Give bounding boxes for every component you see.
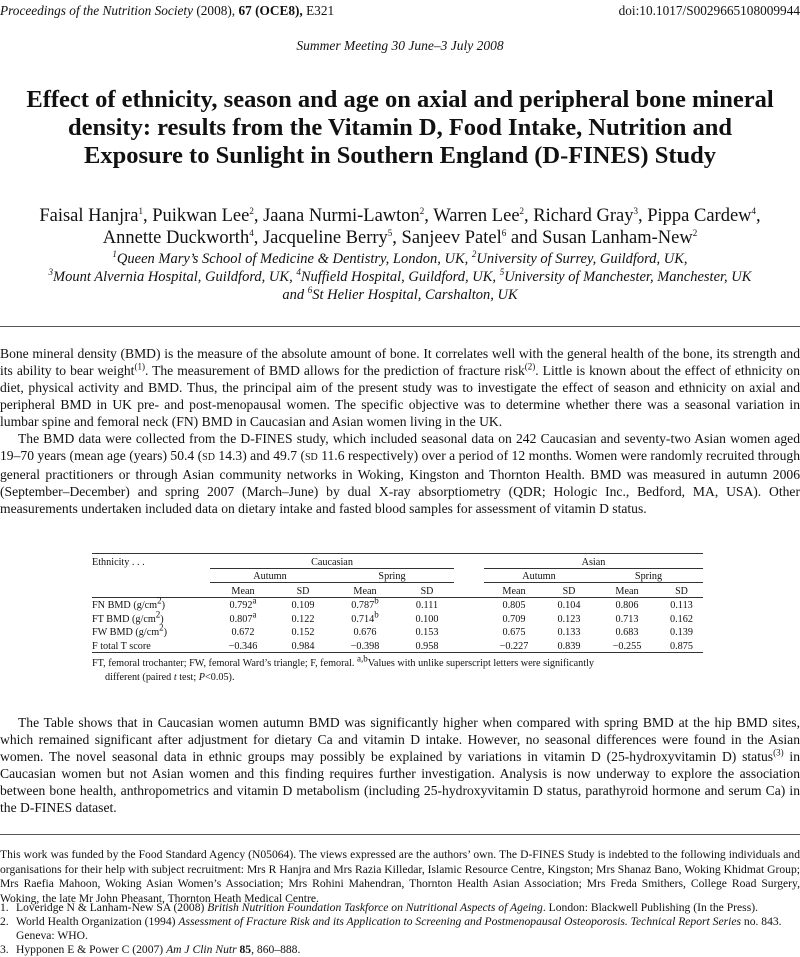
table-cell: 0.713 [615,613,639,625]
table-cell: 0.984 [291,640,315,652]
table-corner: Ethnicity . . . [92,557,145,568]
stat-header: SD [675,585,688,597]
title-line: Effect of ethnicity, season and age on axial and peripheral bone mineral [26,86,774,113]
table-cell: −0.255 [612,640,642,652]
table-row [92,638,703,652]
table-row [92,625,703,639]
table-cell: 0.123 [557,613,581,625]
funding-acknowledgement: This work was funded by the Food Standard Agency (N05064). The views expressed are the authors’ own. The D-FINES Study is indebted to the following individuals and organisations for their help with subject recruitment: Mrs R Hanjra and Mrs Razia Killedar, Islamic Resource Centre, Kingston; Mrs Shanaz Bano, Woking Khidmat Group; Mrs Raefia Mahoon, Woking Asian Women’s Association; Mrs Rohini Mahendran, Thornton Health Asian Association; Mrs Freda Smithers, College Road Surgery, Woking, the late Mr John Pheasant, Thornton Heath Medical Centre. [0,848,800,905]
table-cell: 0.958 [415,640,439,652]
table-cell: −0.346 [228,640,258,652]
season-header: Autumn [210,568,330,583]
stat-header: SD [562,585,576,597]
table-cell: 0.133 [557,627,581,638]
results-table [92,553,703,685]
table-cell: 0.675 [502,627,526,638]
table-cell: 0.152 [291,627,315,638]
table-row [92,611,703,625]
group-header-caucasian: Caucasian [210,554,454,569]
table-cell: 0.807$^a$ [229,609,257,625]
affiliation-line: $^1$Queen Mary’s School of Medicine & Dentistry, London, UK, $^2$University of Surrey, Guildford, UK, [112,249,688,267]
author-line: Faisal Hanjra$^1$, Puikwan Lee$^2$, Jaana Nurmi-Lawton$^2$, Warren Lee$^2$, Richard Gray$^3$, Pippa Cardew$^4$, [39,205,761,226]
author-line: Annette Duckworth$^4$, Jacqueline Berry$^5$, Sanjeev Patel$^6$ and Susan Lanham-New$^2$ [102,227,698,248]
row-label: F total T score [92,640,151,652]
footnote-line: different (paired t test; P<0.05). [105,671,235,683]
paragraph: Bone mineral density (BMD) is the measure of the absolute amount of bone. It correlates well with the general health of the bone, its strength and its ability to bear weight$^{(1)}$. The measurement of BMD allows for the prediction of fracture risk$^{(2)}$. Little is known about the effect of ethnicity on diet, physical activity and BMD. Thus, the principal aim of the present study was to investigate the effect of season and ethnicity on axial and peripheral BMD in UK pre- and post-menopausal women. The specific objective was to determine whether there was a seasonal variation in lumbar spine and femoral neck (FN) BMD in Caucasian and Asian women living in the UK. [0,346,800,429]
group-header-asian: Asian [484,554,703,569]
season-header: Autumn [484,568,594,583]
row-label: FW BMD $(g/cm^2)$ [92,622,168,638]
table-cell: 0.111 [415,600,439,611]
title-line: density: results from the Vitamin D, Food Intake, Nutrition and [67,114,733,141]
paragraph: The Table shows that in Caucasian women autumn BMD was significantly higher when compared with spring BMD at the hip BMD sites, which remained significant after adjustment for dietary Ca and vitamin D intake. However, no seasonal differences were found in the Asian women. The novel seasonal data in ethnic groups may possibly be explained by variations in vitamin D (25-hydroxyvitamin D) status$^{(3)}$ in Caucasian women but not Asian women and this finding requires further investigation. Analysis is now underway to explore the association between bone health, anthropometrics and vitamin D metabolism (including 25-hydroxyvitamin D status, parathyroid hormone and serum Ca) in the D-FINES dataset. [0,715,800,815]
table-cell: 0.714$^b$ [351,609,379,625]
table-cell: 0.787$^b$ [351,595,379,611]
stat-header: Mean [615,585,639,597]
footnote-line: FT, femoral trochanter; FW, femoral Ward’s triangle; F, femoral. $^{a,b}$Values with unlike superscript letters were significantly [92,653,595,669]
table-cell: 0.672 [231,627,255,638]
doi: doi:10.1017/S0029665108009944 [618,3,800,18]
table-cell: 0.104 [557,600,581,611]
table-cell: 0.792$^a$ [229,595,257,611]
table-cell: 0.139 [670,627,693,638]
reference-item: 1. Loveridge N & Lanham-New SA (2008) British Nutrition Foundation Taskforce on Nutritional Aspects of Ageing. London: Blackwell Publishing (In the Press). [0,901,758,914]
journal-citation: Proceedings of the Nutrition Society (2008), 67 (OCE8), E321 [0,3,335,18]
stat-header: Mean [231,585,255,597]
table-cell: 0.683 [615,627,639,638]
table-footnote [92,653,703,685]
author-list [0,205,800,249]
reference-item: 3. Hypponen E & Power C (2007) Am J Clin Nutr 85, 860–888. [0,943,301,956]
paragraph: The BMD data were collected from the D-FINES study, which included seasonal data on 242 Caucasian and seventy-two Asian women aged 19–70 years (mean age (years) 50.4 (SD 14.3) and 49.7 (SD 11.6 respectively) over a period of 12 months. Women were randomly recruited through general practitioners or through Asian community networks in Woking, Kingston and Thornton Health. BMD was measured in autumn 2006 (September–December) and spring 2007 (March–June) by dual X-ray absorptiometry (QDR; Hologic Inc., Bedford, MA, USA). Other measurements undertaken included data on dietary intake and fasted blood samples for assessment of vitamin D status. [0,431,800,516]
table-cell: 0.676 [353,627,377,638]
article-title [0,86,800,170]
table-cell: 0.162 [670,613,693,625]
row-label: FN BMD $(g/cm^2)$ [92,595,165,611]
table-cell: 0.805 [502,600,526,611]
reference-item: 2. World Health Organization (1994) Assessment of Fracture Risk and its Application to Screening and Postmenopausal Osteoporosis. Technical Report Series no. 843. Geneva: WHO. [0,915,782,942]
table-row [92,597,703,611]
introduction [0,345,800,517]
table-cell: −0.227 [499,640,529,652]
table-cell: 0.109 [291,600,315,611]
table-cell: 0.153 [415,627,439,638]
table-cell: 0.875 [670,640,693,652]
meeting-line: Summer Meeting 30 June–3 July 2008 [296,38,504,53]
title-line: Exposure to Sunlight in Southern England (D-FINES) Study [84,142,716,169]
stat-header: Mean [353,585,377,597]
stat-header: Mean [502,585,526,597]
row-label: FT BMD $(g/cm^2)$ [92,609,164,625]
season-header: Spring [594,568,703,583]
affiliations [0,250,800,304]
table-cell: 0.839 [557,640,581,652]
table-cell: 0.100 [415,613,439,625]
affiliation-line: and $^6$St Helier Hospital, Carshalton, UK [282,285,518,303]
affiliation-line: $^3$Mount Alvernia Hospital, Guildford, UK, $^4$Nuffield Hospital, Guildford, UK, $^5$University of Manchester, Manchester, UK [48,267,752,285]
table-cell: 0.806 [615,600,639,611]
table-cell: 0.709 [502,613,526,625]
divider [0,834,800,835]
divider [0,326,800,327]
stat-header: SD [296,585,310,597]
season-header: Spring [330,568,454,583]
stat-header: SD [420,585,434,597]
table-cell: 0.122 [291,613,315,625]
table-cell: −0.398 [350,640,380,652]
discussion [0,714,800,816]
table-cell: 0.113 [670,600,693,611]
